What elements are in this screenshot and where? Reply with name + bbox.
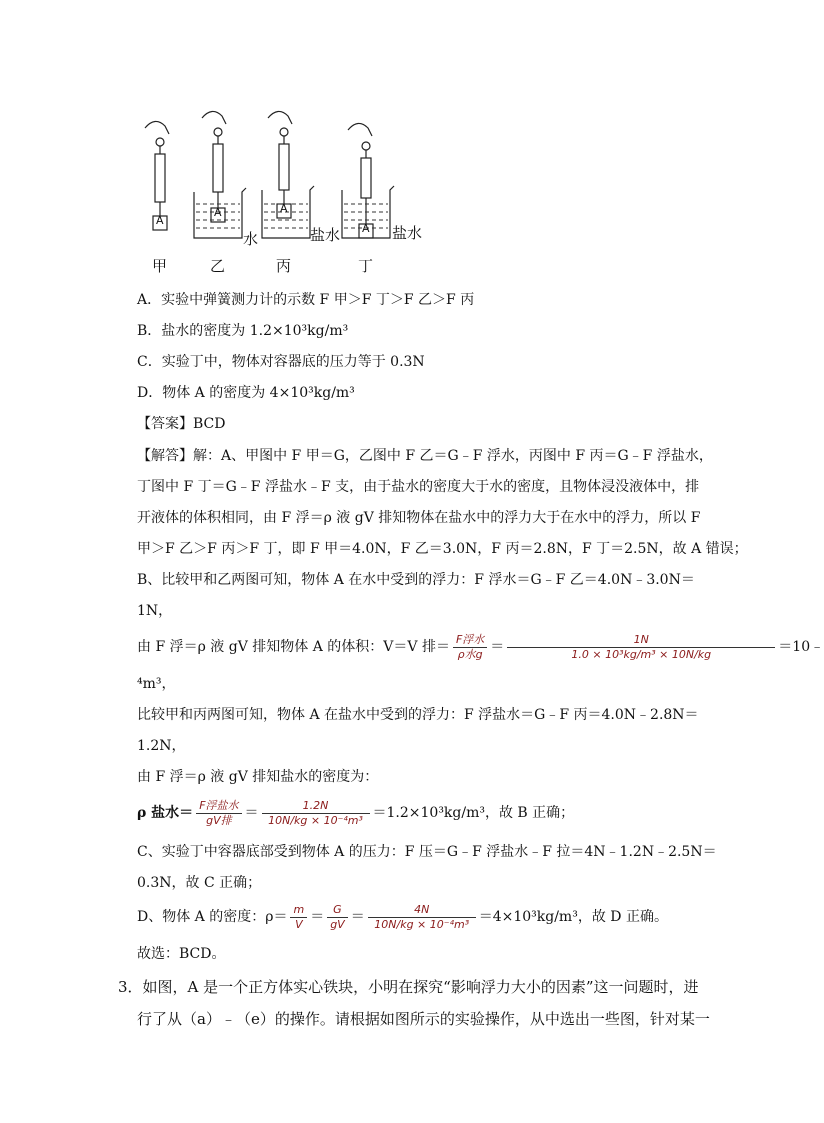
equals-sign: ＝ [490,639,505,655]
fraction-numerator: m [290,903,307,918]
fraction-denominator: ρ水g [457,647,483,661]
fraction-buoyancy-over-gv [196,799,241,828]
fraction-denominator: gV排 [206,813,232,827]
option-c: C．实验丁中，物体对容器底的压力等于 0.3N [137,354,425,370]
analysis-line-8: ⁴m³， [137,676,176,692]
fraction-numerator: G [327,903,348,918]
object-density-text: D、物体 A 的密度：ρ＝ [137,909,288,925]
volume-text: 由 F 浮＝ρ 液 gV 排知物体 A 的体积：V＝V 排＝ [137,639,450,655]
analysis-volume-line [137,632,824,662]
option-d: D．物体 A 的密度为 4×10³kg/m³ [137,385,355,401]
analysis-line-11: 由 F 浮＝ρ 液 gV 排知盐水的密度为： [137,769,379,785]
fraction-denominator: gV [330,917,345,931]
equals-sign: ＝ [350,909,365,925]
fluid-label-saltwater-bing: 盐水 [310,226,341,244]
figure-label-jia: 甲 [152,257,168,275]
analysis-line-6: 1N， [137,603,173,619]
experiment-figure [130,100,430,280]
fraction-numerator: F浮水 [453,633,487,648]
question-3-line-1: 3．如图，A 是一个正方体实心铁块，小明在探究“影响浮力大小的因素”这一问题时，进 [118,978,699,996]
analysis-line-9: 比较甲和丙两图可知，物体 A 在盐水中受到的浮力：F 浮盐水＝G﹣F 丙＝4.0N﹣2.8N＝ [137,707,699,723]
analysis-object-density-line [137,900,668,934]
fraction-numerator: F浮盐水 [196,799,241,814]
density-result: ＝1.2×10³kg/m³，故 B 正确； [372,805,575,821]
block-label-jia: A [156,214,164,227]
analysis-conclusion: 故选：BCD。 [137,946,226,962]
block-label-ding: A [362,222,370,235]
fraction-density-value [262,799,370,828]
fraction-denominator: 10N/kg × 10⁻⁴m³ [268,813,363,827]
question-3-line-2: 行了从（a）﹣（e）的操作。请根据如图所示的实验操作，从中选出一些图，针对某一 [137,1010,710,1028]
analysis-line-14: 0.3N，故 C 正确； [137,875,262,891]
analysis-line-4: 甲＞F 乙＞F 丙＞F 丁，即 F 甲＝4.0N，F 乙＝3.0N，F 丙＝2.8N，F 丁＝2.5N，故 A 错误； [137,541,748,557]
analysis-line-3: 开液体的体积相同，由 F 浮＝ρ 液 gV 排知物体在盐水中的浮力大于在水中的浮力，所以 F [137,510,701,526]
fraction-denominator: 1.0 × 10³kg/m³ × 10N/kg [571,647,712,661]
analysis-line-5: B、比较甲和乙两图可知，物体 A 在水中受到的浮力：F 浮水＝G﹣F 乙＝4.0N﹣3.0N＝ [137,572,695,588]
option-b: B．盐水的密度为 1.2×10³kg/m³ [137,323,349,339]
block-label-yi: A [214,206,222,219]
fraction-numerator: 1.2N [262,799,370,814]
fluid-label-saltwater-ding: 盐水 [392,224,423,242]
analysis-line-10: 1.2N， [137,738,186,754]
analysis-line-13: C、实验丁中容器底部受到物体 A 的压力：F 压＝G﹣F 浮盐水﹣F 拉＝4N﹣1.2N﹣2.5N＝ [137,844,717,860]
answer-line: 【答案】BCD [137,416,226,432]
fraction-denominator: V [295,917,303,931]
block-label-bing: A [280,202,288,215]
option-a: A．实验中弹簧测力计的示数 F 甲＞F 丁＞F 乙＞F 丙 [137,292,475,308]
analysis-saltwater-density-line [137,796,574,830]
analysis-line-1: 【解答】解：A、甲图中 F 甲＝G，乙图中 F 乙＝G﹣F 浮水，丙图中 F 丙＝G﹣F 浮盐水， [137,448,713,464]
figure-label-ding: 丁 [358,257,374,275]
figure-label-bing: 丙 [276,257,292,275]
fraction-buoyancy-over-rho-g [453,633,487,662]
fraction-volume-value [507,633,775,662]
object-density-result: ＝4×10³kg/m³，故 D 正确。 [478,909,668,925]
fraction-object-density-value [368,903,476,932]
equals-sign: ＝ [244,805,259,821]
fraction-numerator: 1N [507,633,775,648]
figure-label-yi: 乙 [210,257,226,275]
fraction-g-over-gv [327,903,348,932]
fraction-denominator: 10N/kg × 10⁻⁴m³ [374,917,470,931]
fraction-m-over-v [290,903,307,932]
fraction-numerator: 4N [368,903,476,918]
volume-result: ＝10﹣ [778,639,824,655]
experiment-illustration [130,100,430,250]
fluid-label-water: 水 [243,230,259,248]
equals-sign: ＝ [310,909,325,925]
density-text: ρ 盐水＝ [137,805,194,821]
analysis-line-2: 丁图中 F 丁＝G﹣F 浮盐水﹣F 支，由于盐水的密度大于水的密度，且物体浸没液体中，排 [137,479,700,495]
